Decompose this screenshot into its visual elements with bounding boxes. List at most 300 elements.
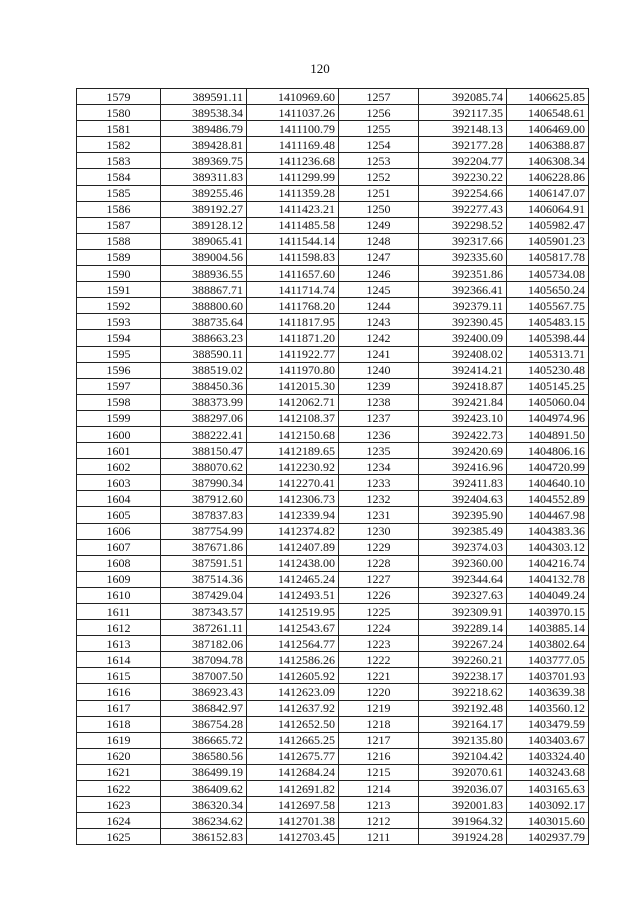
x-coordinate-left: 388590.11 <box>161 346 247 362</box>
y-coordinate-left: 1411169.48 <box>247 137 339 153</box>
point-number-right: 1229 <box>339 539 419 555</box>
point-number-right: 1236 <box>339 426 419 442</box>
point-number-right: 1248 <box>339 233 419 249</box>
y-coordinate-left: 1412465.24 <box>247 571 339 587</box>
point-number-left: 1600 <box>77 426 161 442</box>
point-number-right: 1243 <box>339 314 419 330</box>
point-number-right: 1255 <box>339 121 419 137</box>
y-coordinate-right: 1404720.99 <box>507 459 589 475</box>
x-coordinate-left: 389128.12 <box>161 217 247 233</box>
point-number-left: 1598 <box>77 394 161 410</box>
x-coordinate-left: 386320.34 <box>161 797 247 813</box>
point-number-left: 1586 <box>77 201 161 217</box>
y-coordinate-right: 1402937.79 <box>507 829 589 845</box>
table-row <box>77 137 589 153</box>
y-coordinate-left: 1412701.38 <box>247 813 339 829</box>
y-coordinate-right: 1403777.05 <box>507 652 589 668</box>
y-coordinate-left: 1411544.14 <box>247 233 339 249</box>
x-coordinate-left: 388936.55 <box>161 266 247 282</box>
table-row <box>77 426 589 442</box>
point-number-left: 1613 <box>77 636 161 652</box>
point-number-left: 1585 <box>77 185 161 201</box>
x-coordinate-left: 388373.99 <box>161 394 247 410</box>
x-coordinate-right: 392204.77 <box>419 153 507 169</box>
table-row <box>77 491 589 507</box>
x-coordinate-left: 387429.04 <box>161 587 247 603</box>
y-coordinate-left: 1412062.71 <box>247 394 339 410</box>
x-coordinate-left: 389192.27 <box>161 201 247 217</box>
x-coordinate-left: 389255.46 <box>161 185 247 201</box>
x-coordinate-right: 392360.00 <box>419 555 507 571</box>
point-number-left: 1588 <box>77 233 161 249</box>
x-coordinate-left: 388519.02 <box>161 362 247 378</box>
table-row <box>77 201 589 217</box>
x-coordinate-left: 386499.19 <box>161 764 247 780</box>
point-number-left: 1625 <box>77 829 161 845</box>
point-number-right: 1246 <box>339 266 419 282</box>
point-number-right: 1213 <box>339 797 419 813</box>
y-coordinate-left: 1412691.82 <box>247 781 339 797</box>
table-row <box>77 169 589 185</box>
x-coordinate-left: 387514.36 <box>161 571 247 587</box>
table-row <box>77 507 589 523</box>
y-coordinate-left: 1412675.77 <box>247 748 339 764</box>
y-coordinate-left: 1412108.37 <box>247 410 339 426</box>
point-number-left: 1582 <box>77 137 161 153</box>
x-coordinate-right: 392277.43 <box>419 201 507 217</box>
x-coordinate-left: 389591.11 <box>161 89 247 105</box>
y-coordinate-right: 1404640.10 <box>507 475 589 491</box>
table-row <box>77 459 589 475</box>
y-coordinate-right: 1406147.07 <box>507 185 589 201</box>
x-coordinate-right: 392298.52 <box>419 217 507 233</box>
x-coordinate-right: 392135.80 <box>419 732 507 748</box>
y-coordinate-right: 1405982.47 <box>507 217 589 233</box>
table-row <box>77 153 589 169</box>
x-coordinate-right: 392192.48 <box>419 700 507 716</box>
y-coordinate-right: 1406548.61 <box>507 105 589 121</box>
x-coordinate-left: 386580.56 <box>161 748 247 764</box>
y-coordinate-left: 1412519.95 <box>247 604 339 620</box>
point-number-right: 1216 <box>339 748 419 764</box>
x-coordinate-left: 388735.64 <box>161 314 247 330</box>
coordinates-table <box>76 88 589 845</box>
y-coordinate-right: 1405060.04 <box>507 394 589 410</box>
y-coordinate-right: 1404467.98 <box>507 507 589 523</box>
y-coordinate-left: 1412637.92 <box>247 700 339 716</box>
y-coordinate-left: 1411970.80 <box>247 362 339 378</box>
x-coordinate-right: 392411.83 <box>419 475 507 491</box>
y-coordinate-right: 1405483.15 <box>507 314 589 330</box>
y-coordinate-right: 1404049.24 <box>507 587 589 603</box>
y-coordinate-left: 1411359.28 <box>247 185 339 201</box>
point-number-right: 1221 <box>339 668 419 684</box>
y-coordinate-right: 1405398.44 <box>507 330 589 346</box>
y-coordinate-right: 1403701.93 <box>507 668 589 684</box>
table-row <box>77 330 589 346</box>
x-coordinate-right: 392335.60 <box>419 249 507 265</box>
x-coordinate-right: 392148.13 <box>419 121 507 137</box>
table-row <box>77 410 589 426</box>
table-row <box>77 185 589 201</box>
x-coordinate-left: 387754.99 <box>161 523 247 539</box>
y-coordinate-right: 1406228.86 <box>507 169 589 185</box>
x-coordinate-right: 392117.35 <box>419 105 507 121</box>
x-coordinate-right: 391964.32 <box>419 813 507 829</box>
point-number-left: 1607 <box>77 539 161 555</box>
point-number-right: 1225 <box>339 604 419 620</box>
point-number-left: 1617 <box>77 700 161 716</box>
table-row <box>77 282 589 298</box>
y-coordinate-left: 1412684.24 <box>247 764 339 780</box>
table-row <box>77 539 589 555</box>
x-coordinate-left: 389004.56 <box>161 249 247 265</box>
table-row <box>77 217 589 233</box>
x-coordinate-left: 386842.97 <box>161 700 247 716</box>
y-coordinate-left: 1411817.95 <box>247 314 339 330</box>
y-coordinate-left: 1411485.58 <box>247 217 339 233</box>
point-number-left: 1580 <box>77 105 161 121</box>
point-number-left: 1596 <box>77 362 161 378</box>
table-row <box>77 620 589 636</box>
table-row <box>77 121 589 137</box>
point-number-right: 1231 <box>339 507 419 523</box>
y-coordinate-left: 1412374.82 <box>247 523 339 539</box>
y-coordinate-right: 1403802.64 <box>507 636 589 652</box>
x-coordinate-left: 389428.81 <box>161 137 247 153</box>
point-number-left: 1594 <box>77 330 161 346</box>
x-coordinate-left: 388867.71 <box>161 282 247 298</box>
table-row <box>77 604 589 620</box>
table-row <box>77 797 589 813</box>
point-number-right: 1223 <box>339 636 419 652</box>
point-number-left: 1599 <box>77 410 161 426</box>
point-number-right: 1228 <box>339 555 419 571</box>
page-number: 120 <box>310 61 330 76</box>
point-number-left: 1614 <box>77 652 161 668</box>
x-coordinate-left: 389538.34 <box>161 105 247 121</box>
point-number-left: 1597 <box>77 378 161 394</box>
x-coordinate-left: 386152.83 <box>161 829 247 845</box>
y-coordinate-right: 1403324.40 <box>507 748 589 764</box>
point-number-right: 1224 <box>339 620 419 636</box>
y-coordinate-right: 1403165.63 <box>507 781 589 797</box>
point-number-right: 1222 <box>339 652 419 668</box>
point-number-left: 1584 <box>77 169 161 185</box>
y-coordinate-right: 1404383.36 <box>507 523 589 539</box>
point-number-right: 1256 <box>339 105 419 121</box>
y-coordinate-left: 1410969.60 <box>247 89 339 105</box>
point-number-left: 1608 <box>77 555 161 571</box>
point-number-right: 1250 <box>339 201 419 217</box>
x-coordinate-right: 392422.73 <box>419 426 507 442</box>
y-coordinate-right: 1404132.78 <box>507 571 589 587</box>
y-coordinate-right: 1403479.59 <box>507 716 589 732</box>
point-number-right: 1218 <box>339 716 419 732</box>
point-number-right: 1226 <box>339 587 419 603</box>
table-row <box>77 298 589 314</box>
point-number-right: 1217 <box>339 732 419 748</box>
point-number-right: 1240 <box>339 362 419 378</box>
y-coordinate-right: 1406388.87 <box>507 137 589 153</box>
point-number-right: 1249 <box>339 217 419 233</box>
y-coordinate-right: 1403243.68 <box>507 764 589 780</box>
point-number-left: 1609 <box>77 571 161 587</box>
x-coordinate-left: 389065.41 <box>161 233 247 249</box>
x-coordinate-right: 392164.17 <box>419 716 507 732</box>
point-number-left: 1615 <box>77 668 161 684</box>
x-coordinate-right: 392218.62 <box>419 684 507 700</box>
x-coordinate-right: 392390.45 <box>419 314 507 330</box>
table-row <box>77 105 589 121</box>
x-coordinate-right: 392414.21 <box>419 362 507 378</box>
coordinates-table-body <box>77 89 589 845</box>
table-row <box>77 266 589 282</box>
y-coordinate-left: 1412270.41 <box>247 475 339 491</box>
x-coordinate-left: 387094.78 <box>161 652 247 668</box>
x-coordinate-left: 387912.60 <box>161 491 247 507</box>
x-coordinate-right: 392177.28 <box>419 137 507 153</box>
y-coordinate-left: 1411299.99 <box>247 169 339 185</box>
x-coordinate-left: 386923.43 <box>161 684 247 700</box>
y-coordinate-left: 1411598.83 <box>247 249 339 265</box>
x-coordinate-right: 392070.61 <box>419 764 507 780</box>
point-number-left: 1593 <box>77 314 161 330</box>
y-coordinate-right: 1403885.14 <box>507 620 589 636</box>
y-coordinate-left: 1412703.45 <box>247 829 339 845</box>
y-coordinate-right: 1403639.38 <box>507 684 589 700</box>
table-row <box>77 764 589 780</box>
point-number-left: 1623 <box>77 797 161 813</box>
x-coordinate-right: 392421.84 <box>419 394 507 410</box>
y-coordinate-right: 1405901.23 <box>507 233 589 249</box>
y-coordinate-right: 1405567.75 <box>507 298 589 314</box>
x-coordinate-left: 387591.51 <box>161 555 247 571</box>
point-number-left: 1592 <box>77 298 161 314</box>
x-coordinate-right: 392267.24 <box>419 636 507 652</box>
x-coordinate-right: 392420.69 <box>419 443 507 459</box>
x-coordinate-right: 392400.09 <box>419 330 507 346</box>
x-coordinate-right: 392344.64 <box>419 571 507 587</box>
y-coordinate-right: 1405230.48 <box>507 362 589 378</box>
y-coordinate-left: 1411037.26 <box>247 105 339 121</box>
point-number-right: 1238 <box>339 394 419 410</box>
x-coordinate-right: 392366.41 <box>419 282 507 298</box>
table-row <box>77 700 589 716</box>
y-coordinate-right: 1404303.12 <box>507 539 589 555</box>
y-coordinate-left: 1411871.20 <box>247 330 339 346</box>
point-number-right: 1234 <box>339 459 419 475</box>
point-number-right: 1230 <box>339 523 419 539</box>
point-number-right: 1220 <box>339 684 419 700</box>
table-row <box>77 587 589 603</box>
y-coordinate-right: 1405734.08 <box>507 266 589 282</box>
x-coordinate-right: 392001.83 <box>419 797 507 813</box>
x-coordinate-left: 387837.83 <box>161 507 247 523</box>
y-coordinate-left: 1411714.74 <box>247 282 339 298</box>
table-row <box>77 378 589 394</box>
table-row <box>77 523 589 539</box>
y-coordinate-left: 1412438.00 <box>247 555 339 571</box>
x-coordinate-right: 392260.21 <box>419 652 507 668</box>
point-number-left: 1610 <box>77 587 161 603</box>
table-row <box>77 781 589 797</box>
point-number-left: 1587 <box>77 217 161 233</box>
x-coordinate-left: 387343.57 <box>161 604 247 620</box>
x-coordinate-left: 388297.06 <box>161 410 247 426</box>
table-row <box>77 652 589 668</box>
point-number-right: 1212 <box>339 813 419 829</box>
table-row <box>77 813 589 829</box>
x-coordinate-right: 392395.90 <box>419 507 507 523</box>
table-row <box>77 394 589 410</box>
x-coordinate-left: 388663.23 <box>161 330 247 346</box>
point-number-left: 1595 <box>77 346 161 362</box>
point-number-left: 1602 <box>77 459 161 475</box>
x-coordinate-right: 392408.02 <box>419 346 507 362</box>
table-row <box>77 362 589 378</box>
x-coordinate-right: 392385.49 <box>419 523 507 539</box>
point-number-left: 1604 <box>77 491 161 507</box>
y-coordinate-left: 1411768.20 <box>247 298 339 314</box>
y-coordinate-right: 1405313.71 <box>507 346 589 362</box>
x-coordinate-right: 391924.28 <box>419 829 507 845</box>
y-coordinate-left: 1412015.30 <box>247 378 339 394</box>
y-coordinate-left: 1412230.92 <box>247 459 339 475</box>
point-number-left: 1583 <box>77 153 161 169</box>
point-number-left: 1581 <box>77 121 161 137</box>
point-number-right: 1235 <box>339 443 419 459</box>
table-row <box>77 443 589 459</box>
x-coordinate-right: 392104.42 <box>419 748 507 764</box>
point-number-left: 1590 <box>77 266 161 282</box>
y-coordinate-right: 1404806.16 <box>507 443 589 459</box>
y-coordinate-right: 1404974.96 <box>507 410 589 426</box>
table-row <box>77 684 589 700</box>
point-number-right: 1242 <box>339 330 419 346</box>
table-row <box>77 829 589 845</box>
point-number-right: 1252 <box>339 169 419 185</box>
y-coordinate-left: 1411236.68 <box>247 153 339 169</box>
point-number-right: 1237 <box>339 410 419 426</box>
x-coordinate-right: 392404.63 <box>419 491 507 507</box>
y-coordinate-left: 1412150.68 <box>247 426 339 442</box>
x-coordinate-right: 392351.86 <box>419 266 507 282</box>
table-row <box>77 475 589 491</box>
point-number-left: 1624 <box>77 813 161 829</box>
y-coordinate-right: 1405817.78 <box>507 249 589 265</box>
x-coordinate-right: 392379.11 <box>419 298 507 314</box>
point-number-left: 1622 <box>77 781 161 797</box>
y-coordinate-right: 1406308.34 <box>507 153 589 169</box>
x-coordinate-left: 388070.62 <box>161 459 247 475</box>
point-number-left: 1605 <box>77 507 161 523</box>
y-coordinate-left: 1412339.94 <box>247 507 339 523</box>
x-coordinate-right: 392289.14 <box>419 620 507 636</box>
y-coordinate-left: 1412623.09 <box>247 684 339 700</box>
table-row <box>77 233 589 249</box>
x-coordinate-left: 387261.11 <box>161 620 247 636</box>
y-coordinate-right: 1404216.74 <box>507 555 589 571</box>
x-coordinate-left: 388450.36 <box>161 378 247 394</box>
point-number-left: 1621 <box>77 764 161 780</box>
x-coordinate-right: 392416.96 <box>419 459 507 475</box>
point-number-right: 1227 <box>339 571 419 587</box>
y-coordinate-left: 1412586.26 <box>247 652 339 668</box>
point-number-right: 1244 <box>339 298 419 314</box>
y-coordinate-left: 1412493.51 <box>247 587 339 603</box>
table-row <box>77 748 589 764</box>
y-coordinate-left: 1412543.67 <box>247 620 339 636</box>
x-coordinate-right: 392317.66 <box>419 233 507 249</box>
x-coordinate-left: 389486.79 <box>161 121 247 137</box>
point-number-left: 1612 <box>77 620 161 636</box>
x-coordinate-right: 392327.63 <box>419 587 507 603</box>
y-coordinate-right: 1406064.91 <box>507 201 589 217</box>
y-coordinate-left: 1411922.77 <box>247 346 339 362</box>
y-coordinate-right: 1403015.60 <box>507 813 589 829</box>
table-row <box>77 89 589 105</box>
x-coordinate-left: 386409.62 <box>161 781 247 797</box>
point-number-left: 1603 <box>77 475 161 491</box>
x-coordinate-right: 392423.10 <box>419 410 507 426</box>
x-coordinate-right: 392374.03 <box>419 539 507 555</box>
x-coordinate-left: 389369.75 <box>161 153 247 169</box>
y-coordinate-left: 1412189.65 <box>247 443 339 459</box>
point-number-right: 1214 <box>339 781 419 797</box>
point-number-right: 1239 <box>339 378 419 394</box>
point-number-left: 1619 <box>77 732 161 748</box>
x-coordinate-left: 386754.28 <box>161 716 247 732</box>
point-number-right: 1245 <box>339 282 419 298</box>
point-number-left: 1620 <box>77 748 161 764</box>
y-coordinate-right: 1404552.89 <box>507 491 589 507</box>
x-coordinate-right: 392418.87 <box>419 378 507 394</box>
y-coordinate-right: 1403092.17 <box>507 797 589 813</box>
y-coordinate-left: 1412306.73 <box>247 491 339 507</box>
x-coordinate-right: 392254.66 <box>419 185 507 201</box>
x-coordinate-left: 387182.06 <box>161 636 247 652</box>
point-number-right: 1257 <box>339 89 419 105</box>
y-coordinate-left: 1412605.92 <box>247 668 339 684</box>
y-coordinate-right: 1403403.67 <box>507 732 589 748</box>
point-number-right: 1211 <box>339 829 419 845</box>
table-row <box>77 636 589 652</box>
y-coordinate-left: 1412652.50 <box>247 716 339 732</box>
y-coordinate-left: 1412564.77 <box>247 636 339 652</box>
x-coordinate-left: 387990.34 <box>161 475 247 491</box>
y-coordinate-left: 1411100.79 <box>247 121 339 137</box>
y-coordinate-left: 1412665.25 <box>247 732 339 748</box>
x-coordinate-right: 392309.91 <box>419 604 507 620</box>
x-coordinate-right: 392238.17 <box>419 668 507 684</box>
y-coordinate-right: 1403970.15 <box>507 604 589 620</box>
point-number-right: 1247 <box>339 249 419 265</box>
x-coordinate-left: 386234.62 <box>161 813 247 829</box>
x-coordinate-left: 387007.50 <box>161 668 247 684</box>
y-coordinate-left: 1412697.58 <box>247 797 339 813</box>
point-number-left: 1618 <box>77 716 161 732</box>
table-row <box>77 249 589 265</box>
point-number-right: 1219 <box>339 700 419 716</box>
point-number-right: 1253 <box>339 153 419 169</box>
table-row <box>77 716 589 732</box>
point-number-left: 1591 <box>77 282 161 298</box>
table-row <box>77 314 589 330</box>
x-coordinate-left: 388222.41 <box>161 426 247 442</box>
point-number-right: 1241 <box>339 346 419 362</box>
y-coordinate-right: 1406469.00 <box>507 121 589 137</box>
